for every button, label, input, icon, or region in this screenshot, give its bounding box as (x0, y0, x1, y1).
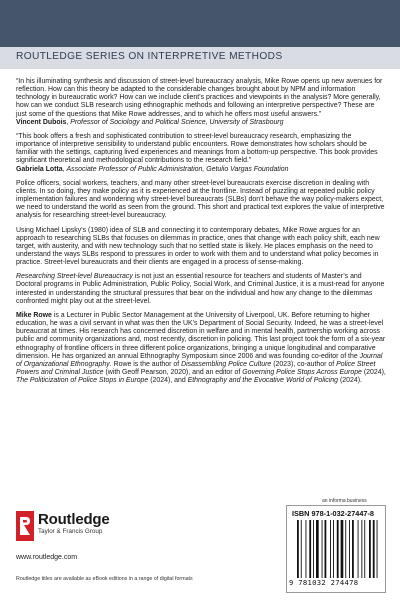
description-paragraph: Using Michael Lipsky’s (1980) idea of SLB and connecting it to contemporary debates, Mike Rowe argues for an approach to researching SLBs that focuses on dilemmas in practice, ones that change with each policy shift, each new target, with austerity, and with new technology such that no settled state is likely. He places emphasis on the need to understand the ways SLBs respond to pressures in order to work with them and to understand what policy becomes in practice. Street-level bureaucrats and their clients are engaged in a process of sense-making. (16, 226, 380, 267)
publisher-group: Taylor & Francis Group (38, 528, 103, 535)
endorsement-quote: “In his illuminating synthesis and discussion of street-level bureaucracy analysis, Mike Rowe opens up new avenues for reflection. How can this theory be adapted to the considerable changes brought about by NPM and information technology in bureaucratic work? How can we include client’s practices and viewpoints in the analysis? More generally, how can we conduct SLB research using ethnographic methods and following an interpretive perspective? These are just some of the questions that Mike Rowe addresses, and to which he offers most useful answers.” (16, 78, 383, 118)
cover-top-band (0, 0, 400, 47)
routledge-logo-icon (16, 511, 34, 541)
isbn-number: ISBN 978-1-032-27447-8 (292, 509, 374, 518)
author-bio: Mike Rowe is a Lecturer in Public Sector Management at the University of Liverpool, UK. Before returning to higher education, he was a civil servant in what was then the UK’s Department of Social Security. Indeed, he was a street-level bureaucrat at times. His research has concerned discretion in welfare and in mental health, partnership working across public and community organizations and, most recently, discretion in policing. This last project took the form of a six-year ethnography of frontline officers in three different police organizations, bringing a unique longitudinal and comparative dimension. He has organized an annual Ethnography Symposium since 2006 and was founding co-editor of the Journal of Organizational Ethnography. Rowe is the author of Disassembling Police Culture (2023), co-author of Police Street Powers and Criminal Justice (with Geoff Pearson, 2020), and an editor of Governing Police Stops Across Europe (2024), The Politicization of Police Stops in Europe (2024), and Ethnography and the Evocative World of Policing (2024). (16, 311, 386, 385)
series-title: ROUTLEDGE SERIES ON INTERPRETIVE METHODS (16, 51, 283, 62)
endorsement-attribution: Gabriela Lotta, Associate Professor of Public Administration, Getulio Vargas Foundation (16, 165, 289, 173)
description-paragraph: Police officers, social workers, teachers, and many other street-level bureaucrats exercise discretion in dealing with clients. In so doing, they make policy as it is experienced at the frontline. Instead of puzzling at repeated public policy implementation failures and wondering why street-level bureaucrats (SLBs) don’t behave the way policy-makers expect, we need to understand the world as seen from the ground. This short and practical text explores the value of interpretive analysis for researching street-level bureaucracy. (16, 179, 385, 220)
publisher-name: Routledge (38, 511, 110, 528)
back-cover-text (16, 78, 386, 391)
ean13-barcode-icon (297, 520, 381, 578)
book-title: Researching Street-level Bureaucracy (16, 273, 133, 281)
ebook-note: Routledge titles are available as eBook editions in a range of digital formats (16, 576, 193, 582)
endorser-affiliation: Professor of Sociology and Political Science, University of Strasbourg (70, 118, 284, 126)
endorser-affiliation: Associate Professor of Public Administration, Getulio Vargas Foundation (66, 165, 289, 173)
endorser-name: Vincent Dubois (16, 118, 67, 126)
endorsement (16, 133, 386, 174)
informa-tagline: an informa business (322, 498, 367, 504)
endorsement (16, 78, 386, 127)
endorsement-quote: “This book offers a fresh and sophisticated contribution to street-level bureaucracy research, emphasizing the importance of interpretive sensibility to understand public encounters. Rowe demonstrates how scholars should be familiar with the settings, capturing lived experiences and meanings from a bottom-up perspective. This book provides significant theoretical and methodological contributions to the research field.” (16, 132, 378, 165)
audience-paragraph: Researching Street-level Bureaucracy is not just an essential resource for teachers and students of Master’s and Doctoral programs in Public Administration, Public Policy, Social Work, and Criminal Justice, it is a must-read for anyone interested in understanding the structural pressures that bear on the individual and how any change to the dilemmas confronted might play out at the street-level. (16, 273, 385, 305)
publisher-url[interactable]: www.routledge.com (16, 554, 78, 561)
isbn-barcode-box (286, 505, 386, 593)
endorser-name: Gabriela Lotta (16, 165, 63, 173)
publisher-logo (16, 511, 136, 551)
barcode-digits: 9 781032 274478 (289, 578, 359, 587)
endorsement-attribution: Vincent Dubois, Professor of Sociology and Political Science, University of Strasbourg (16, 118, 284, 126)
back-cover-footer (0, 497, 400, 600)
author-name: Mike Rowe (16, 311, 52, 319)
